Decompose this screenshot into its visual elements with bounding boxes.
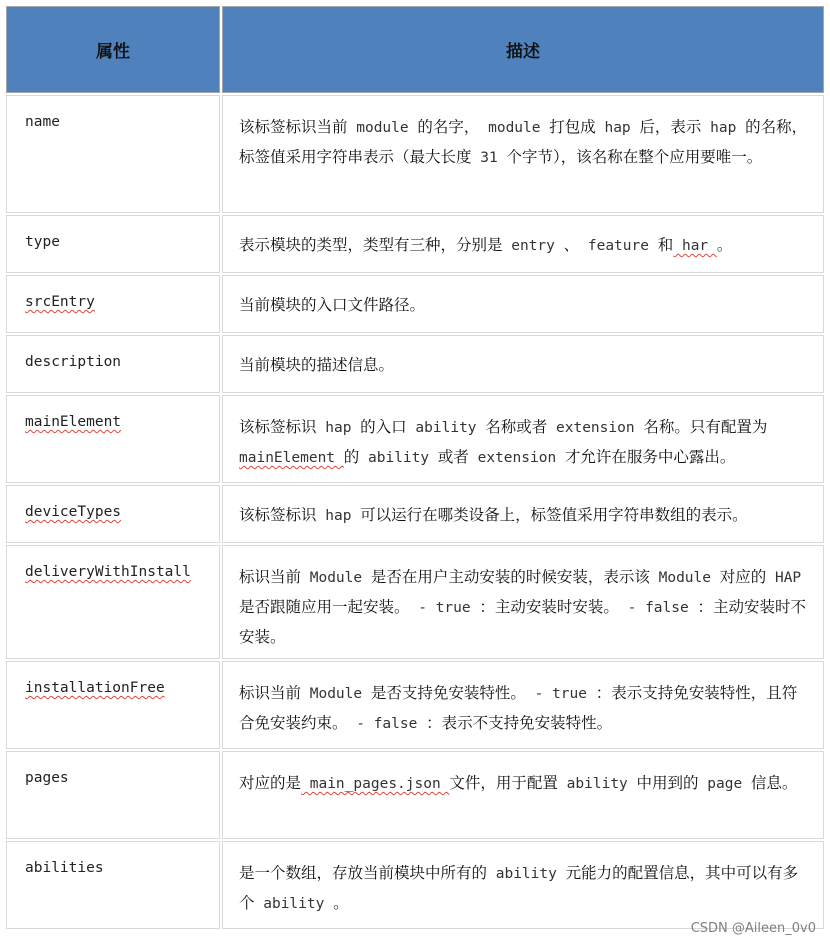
code-token: hap: [316, 508, 361, 524]
desc-text: 才允许在服务中心露出。: [564, 448, 736, 466]
desc-text: 个字节），该名称在整个应用要唯一。: [506, 148, 763, 166]
desc-cell: [222, 95, 824, 213]
code-token: ability: [487, 866, 566, 882]
code-token: entry: [502, 238, 564, 254]
desc-text: 元能力的配置信息，其中可以有多个: [239, 864, 799, 912]
code-token: Module: [649, 570, 720, 586]
desc-text: 信息。: [750, 774, 798, 792]
desc-text: 表示模块的类型，类型有三种，分别是: [239, 236, 503, 254]
desc-cell: [222, 275, 824, 333]
attr-cell: [6, 485, 220, 543]
desc-text: 和: [657, 236, 674, 254]
desc-text: 当前模块的描述信息。: [239, 356, 395, 374]
desc-text: 。: [716, 236, 733, 254]
code-token: hap: [316, 420, 361, 436]
desc-text: 对应的是: [239, 774, 302, 792]
code-token: page: [698, 776, 751, 792]
desc-text: 该标签标识: [239, 506, 317, 524]
desc-cell: [222, 335, 824, 393]
desc-text: 当前模块的入口文件路径。: [239, 296, 426, 314]
desc-cell: [222, 545, 824, 659]
code-token: extension: [468, 450, 565, 466]
desc-text: 该标签标识: [239, 418, 317, 436]
code-token: ability: [406, 420, 486, 436]
desc-cell: [222, 751, 824, 839]
watermark: CSDN @Aileen_0v0: [690, 921, 816, 936]
attr-name: deviceTypes: [25, 504, 122, 520]
attr-cell: [6, 395, 220, 483]
desc-cell: [222, 485, 824, 543]
desc-text: 可以运行在哪类设备上，标签值采用字符串数组的表示。: [360, 506, 748, 524]
desc-cell: [222, 395, 824, 483]
code-token: - false: [347, 716, 427, 732]
desc-text: 名称或者: [485, 418, 548, 436]
attr-name: installationFree: [25, 680, 165, 696]
desc-text: 是一个数组，存放当前模块中所有的: [239, 864, 488, 882]
desc-text: 是否在用户主动安装的时候安装，表示该: [370, 568, 650, 586]
attr-cell: abilities: [6, 841, 220, 929]
attr-name: deliveryWithInstall: [25, 564, 191, 580]
desc-text: 的入口: [360, 418, 407, 436]
desc-text: 的: [343, 448, 360, 466]
attr-name: srcEntry: [25, 294, 95, 310]
attr-cell: type: [6, 215, 220, 273]
desc-text: 后，表示: [639, 118, 702, 136]
code-token: module: [479, 120, 550, 136]
desc-text: ：表示不支持免安装特性。: [426, 714, 613, 732]
attr-cell: [6, 275, 220, 333]
code-token: mainElement: [239, 450, 344, 466]
desc-text: 该标签标识当前: [239, 118, 348, 136]
code-token: - true: [409, 600, 480, 616]
desc-text: 是否跟随应用一起安装。: [239, 598, 410, 616]
code-token: main_pages.json: [301, 776, 450, 792]
desc-text: 的名字，: [417, 118, 480, 136]
code-token: - false: [618, 600, 698, 616]
attr-cell: description: [6, 335, 220, 393]
desc-text: 标识当前: [239, 568, 302, 586]
code-token: Module: [301, 686, 371, 702]
attr-cell: [6, 661, 220, 749]
desc-text: 。: [333, 894, 349, 912]
desc-cell: [222, 841, 824, 929]
desc-text: 文件，用于配置: [449, 774, 558, 792]
desc-text: 对应的: [719, 568, 767, 586]
attr-cell: pages: [6, 751, 220, 839]
desc-text: 名称。只有配置为: [643, 418, 768, 436]
code-token: - true: [525, 686, 596, 702]
desc-text: 的名称，标签值采用字符串表示（最大长度: [239, 118, 808, 166]
code-token: 31: [471, 150, 507, 166]
code-token: ability: [359, 450, 438, 466]
attribute-table: [6, 6, 824, 929]
desc-text: 或者: [437, 448, 469, 466]
desc-text: ：表示支持免安装特性，且符合免安装约束。: [239, 684, 798, 732]
desc-text: 是否支持免安装特性。: [370, 684, 526, 702]
desc-text: 标识当前: [239, 684, 302, 702]
desc-cell: [222, 661, 824, 749]
header-attr: 属性: [6, 6, 220, 93]
code-token: extension: [547, 420, 644, 436]
code-token: feature: [579, 238, 658, 254]
desc-text: 中用到的: [636, 774, 699, 792]
attr-name: mainElement: [25, 414, 122, 430]
desc-text: ：主动安装时不安装。: [239, 598, 806, 646]
desc-text: ：主动安装时安装。: [479, 598, 619, 616]
code-token: ability: [557, 776, 637, 792]
desc-text: 、: [563, 236, 580, 254]
code-token: module: [347, 120, 418, 136]
attr-cell: [6, 545, 220, 659]
code-token: ability: [254, 896, 334, 912]
code-token: hap: [701, 120, 746, 136]
header-desc: 描述: [222, 6, 824, 93]
code-token: har: [673, 238, 717, 254]
code-token: HAP: [766, 570, 802, 586]
code-token: Module: [301, 570, 371, 586]
desc-text: 打包成: [549, 118, 596, 136]
attr-cell: name: [6, 95, 220, 213]
code-token: hap: [595, 120, 640, 136]
desc-cell: [222, 215, 824, 273]
